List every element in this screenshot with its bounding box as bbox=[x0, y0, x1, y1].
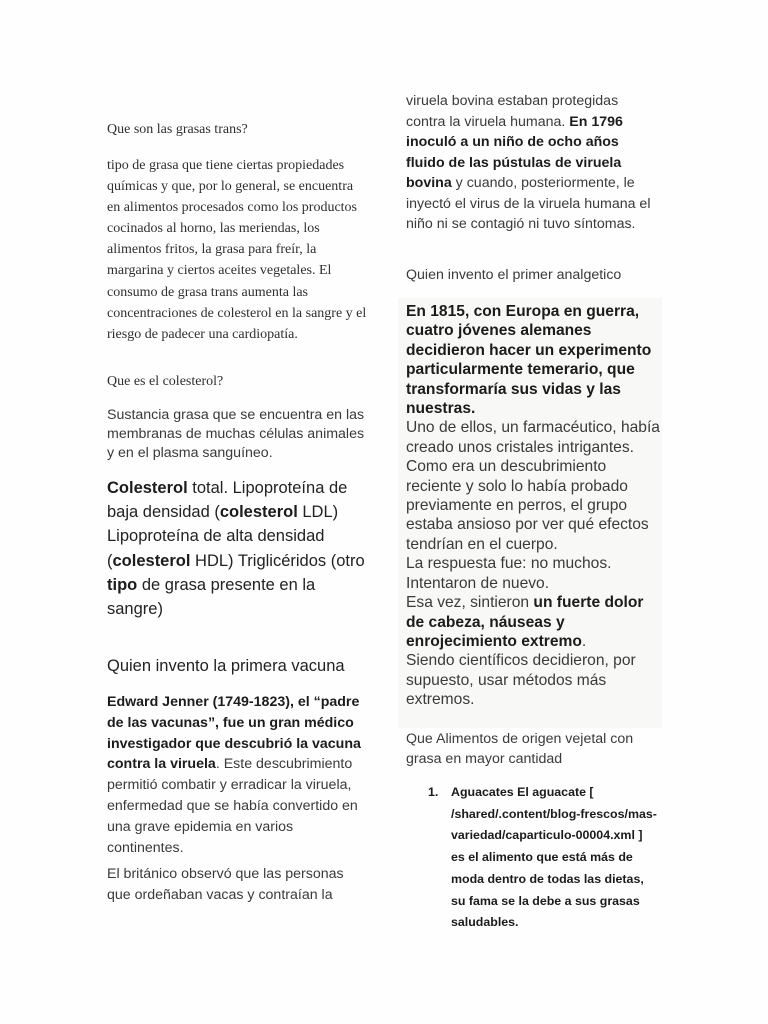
analgesic-paragraph: La respuesta fue: no muchos. bbox=[406, 555, 612, 573]
cholesterol-types: Colesterol total. Lipoproteína de baja densidad (colesterol LDL) Lipoproteína de alta densidad (colesterol HDL) Triglicéridos (otro tipo de grasa presente en la sangre) bbox=[107, 479, 365, 619]
question-trans-fats: Que son las grasas trans? bbox=[107, 122, 248, 137]
analgesic-paragraph: Siendo científicos decidieron, por supuesto, usar métodos más extremos. bbox=[406, 652, 636, 709]
cholesterol-term: Colesterol bbox=[107, 479, 188, 497]
cholesterol-term: colesterol bbox=[112, 551, 191, 570]
list-item-number: 1. bbox=[428, 785, 439, 799]
analgesic-paragraph: Uno de ellos, un farmacéutico, había creado unos cristales intrigantes. bbox=[406, 419, 660, 456]
jenner-observation: El británico observó que las personas que ordeñaban vacas y contraían la bbox=[107, 866, 344, 903]
question-first-vaccine: Quien invento la primera vacuna bbox=[107, 657, 345, 675]
answer-cholesterol: Sustancia grasa que se encuentra en las membranas de muchas células animales y en el plasma sanguíneo. bbox=[107, 407, 365, 461]
question-plant-fats: Que Alimentos de origen vejetal con grasa en mayor cantidad bbox=[406, 731, 634, 767]
answer-first-analgesic bbox=[406, 302, 664, 710]
analgesic-paragraph: Intentaron de nuevo. bbox=[406, 574, 550, 592]
analgesic-paragraph: Como era un descubrimiento reciente y solo lo había probado previamente en perros, el grupo estaba ansioso por ver qué efectos tendrían en el cuerpo. bbox=[406, 458, 649, 553]
jenner-highlight: Edward Jenner (1749-1823), el “padre de las vacunas”, fue un gran médico investigador que descubrió la vacuna contra la viruela bbox=[107, 694, 361, 773]
cholesterol-term: colesterol bbox=[219, 503, 298, 522]
list-item-text: Aguacates El aguacate [ /shared/.content/blog-frescos/mas-variedad/caparticulo-00004.xml ] es el alimento que está más de moda dentro de todas las dietas, su fama se la debe a sus grasas saludables. bbox=[451, 785, 657, 930]
analgesic-intro: En 1815, con Europa en guerra, cuatro jóvenes alemanes decidieron hacer un experimento particularmente temerario, que transformaría sus vidas y las nuestras. bbox=[406, 303, 652, 418]
jenner-continuation: viruela bovina estaban protegidas contra la viruela humana. En 1796 inoculó a un niño de ocho años fluido de las pústulas de viruela bovina y cuando, posteriormente, le inyectó el virus de la viruela humana el niño ni se contagió ni tuvo síntomas. bbox=[406, 93, 651, 232]
symptoms-highlight: un fuerte dolor de cabeza, náuseas y enrojecimiento extremo bbox=[406, 594, 644, 650]
analgesic-paragraph: Esa vez, sintieron un fuerte dolor de cabeza, náuseas y enrojecimiento extremo. bbox=[406, 594, 644, 650]
type-term: tipo bbox=[107, 575, 138, 594]
inoculation-highlight: En 1796 inoculó a un niño de ocho años fluido de las pústulas de viruela bovina bbox=[406, 113, 623, 191]
answer-trans-fats: tipo de grasa que tiene ciertas propiedades químicas y que, por lo general, se encuentra en alimentos procesados como los productos cocinados al horno, las meriendas, los alimentos fritos, la grasa para freír, la margarina y ciertos aceites vegetales. El consumo de grasa trans aumenta las concentraciones de colesterol en la sangre y el riesgo de padecer una cardiopatía. bbox=[107, 158, 367, 342]
question-cholesterol: Que es el colesterol? bbox=[107, 374, 224, 389]
answer-first-vaccine: Edward Jenner (1749-1823), el “padre de las vacunas”, fue un gran médico investigador que descubrió la vacuna contra la viruela. Este descubrimiento permitió combatir y erradicar la viruela, enfermedad que se había convertido en una grave epidemia en varios continentes. bbox=[107, 694, 361, 856]
question-first-analgesic: Quien invento el primer analgetico bbox=[406, 267, 622, 283]
